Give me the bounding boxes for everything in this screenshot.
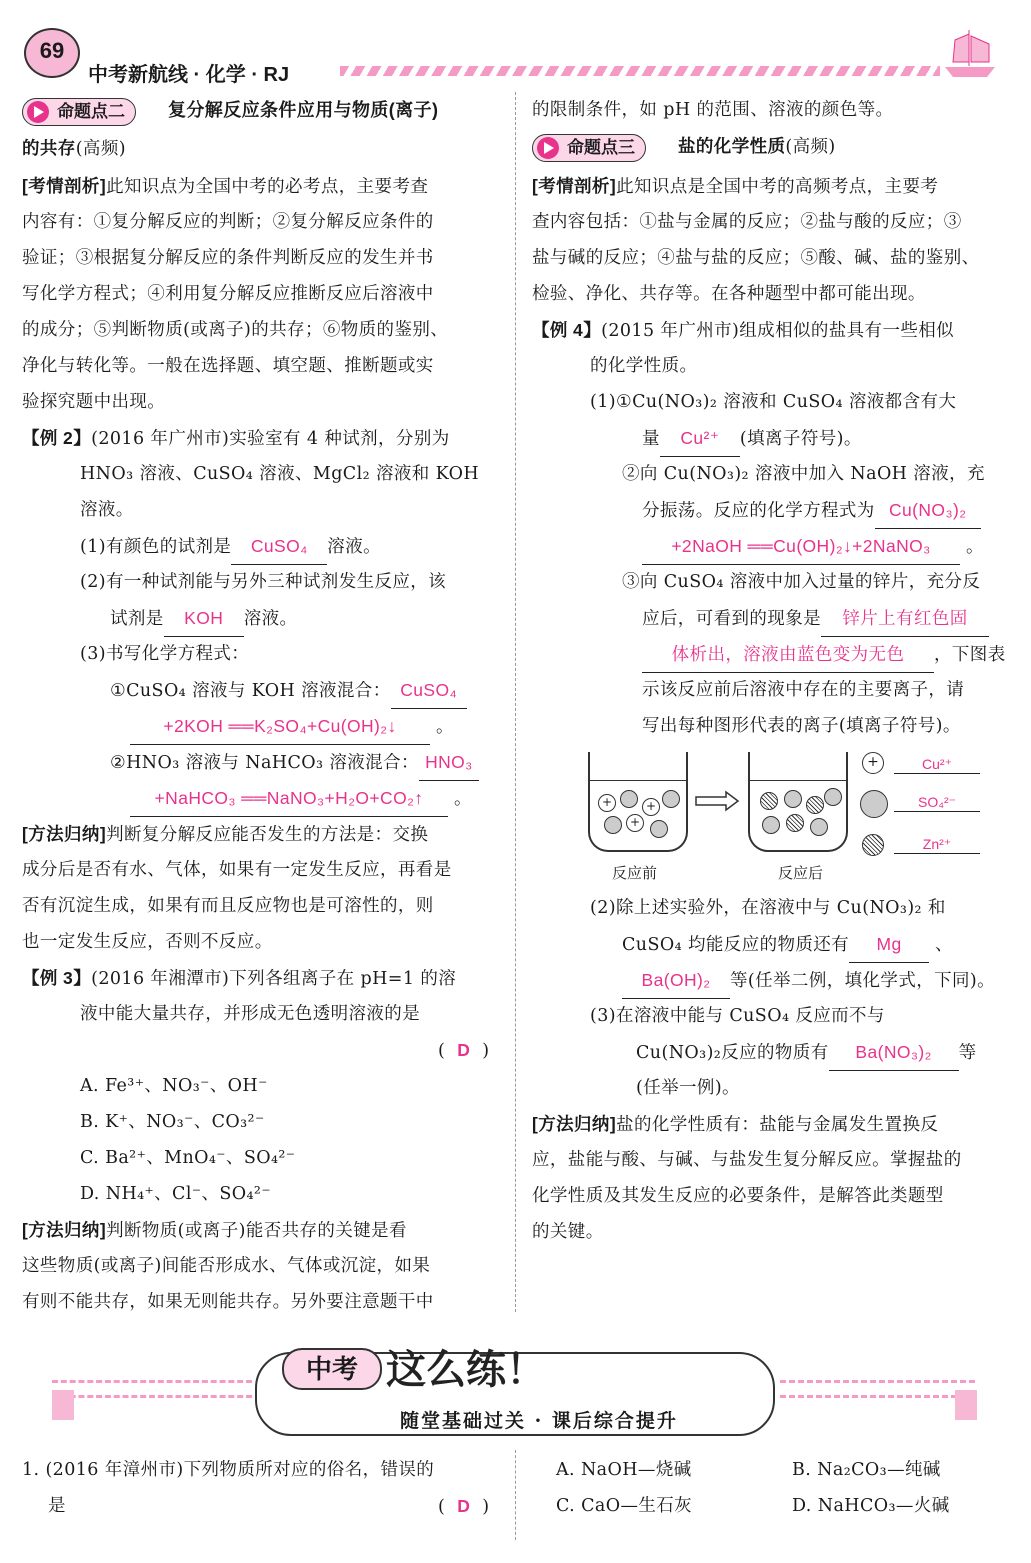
- banner-title-2: 这么练！: [386, 1346, 546, 1393]
- analysis-line: 查内容包括：①盐与金属的反应；②盐与酸的反应；③: [532, 212, 962, 232]
- column-divider: [515, 92, 516, 1312]
- answer-blank: CuSO₄: [391, 672, 467, 709]
- method-line: 成分后是否有水、气体，如果有一定发生反应，再看是: [22, 860, 452, 880]
- analysis-line: 的成分；⑤判断物质(或离子)的共存；⑥物质的鉴别、: [22, 320, 449, 340]
- answer-blank: Ba(NO₃)₂: [829, 1034, 959, 1071]
- legend-zn-icon: [862, 834, 884, 856]
- q1-text: (1)有颜色的试剂是: [80, 537, 232, 557]
- answer-blank: +2NaOH ══Cu(OH)₂↓+2NaNO₃: [642, 528, 960, 565]
- method-line: 的关键。: [532, 1222, 604, 1242]
- so4-ion-icon: [662, 790, 680, 808]
- topic2-title-cont: 的共存: [22, 138, 76, 158]
- q1-text: 溶液。: [327, 537, 381, 557]
- method-line: 否有沉淀生成，如果有而且反应物也是可溶性的，则: [22, 896, 434, 916]
- method2-line: 这些物质(或离子)间能否形成水、气体或沉淀，如果: [22, 1256, 431, 1276]
- example2-label: 【例 2】: [22, 428, 92, 448]
- method-label: [方法归纳]: [22, 824, 107, 844]
- q1-option-a: A. NaOH—烧碱: [556, 1460, 692, 1480]
- column-divider-bottom: [515, 1450, 516, 1540]
- analysis-label: [考情剖析]: [22, 176, 107, 196]
- q2-text: (2)有一种试剂能与另外三种试剂发生反应，该: [80, 572, 447, 592]
- topic2-title: 复分解反应条件应用与物质(离子): [168, 100, 439, 120]
- answer-blank: +NaHCO₃ ══NaNO₃+H₂O+CO₂↑: [130, 780, 448, 817]
- analysis-line: 写化学方程式；④利用复分解反应推断反应后溶液中: [22, 284, 434, 304]
- option-d: D. NH₄⁺、Cl⁻、SO₄²⁻: [80, 1184, 271, 1204]
- banner-ribbon-left: [52, 1390, 74, 1420]
- so4-ion-icon: [620, 790, 638, 808]
- answer-blank: Ba(OH)₂: [622, 962, 730, 999]
- option-b: B. K⁺、NO₃⁻、CO₃²⁻: [80, 1112, 265, 1132]
- example3-line: 液中能大量共存，并形成无色透明溶液的是: [80, 1004, 421, 1024]
- legend-cu-label: Cu²⁺: [922, 756, 952, 772]
- answer-blank: Cu(NO₃)₂: [875, 492, 981, 529]
- legend-so4-icon: [860, 790, 888, 818]
- question1-text: 是: [48, 1496, 66, 1516]
- q2-text: 溶液。: [243, 609, 298, 629]
- q1c-text: ③向 CuSO₄ 溶液中加入过量的锌片，充分反: [622, 572, 981, 592]
- so4-ion-icon: [824, 788, 842, 806]
- beaker-after: [748, 752, 848, 852]
- question1-answer: ( D ): [438, 1496, 490, 1517]
- q2-text: 试剂是: [110, 609, 164, 629]
- legend-so4-label: SO₄²⁻: [918, 794, 956, 810]
- q1-option-d: D. NaHCO₃—火碱: [792, 1496, 950, 1516]
- q1b-text: ②向 Cu(NO₃)₂ 溶液中加入 NaOH 溶液，充: [622, 464, 985, 484]
- cu-ion-icon: +: [642, 798, 660, 816]
- answer-blank: CuSO₄: [231, 528, 327, 565]
- q3-text: (3)书写化学方程式：: [80, 644, 250, 664]
- example3-answer: ( D ): [438, 1040, 490, 1061]
- option-a: A. Fe³⁺、NO₃⁻、OH⁻: [80, 1076, 268, 1096]
- so4-ion-icon: [762, 816, 780, 834]
- legend-zn-label: Zn²⁺: [922, 836, 952, 852]
- analysis-line: 内容有：①复分解反应的判断；②复分解反应条件的: [22, 212, 434, 232]
- method-line: 也一定发生反应，否则不反应。: [22, 932, 273, 952]
- header-stripes: [340, 66, 940, 76]
- q3-text: (任举一例)。: [636, 1078, 740, 1098]
- example3-line: (2016 年湘潭市)下列各组离子在 pH=1 的溶: [91, 969, 457, 989]
- figure-label-after: 反应后: [778, 864, 824, 882]
- legend-cu-icon: +: [862, 752, 884, 774]
- method2-line: 判断物质(或离子)能否共存的关键是看: [106, 1221, 407, 1241]
- option-c: C. Ba²⁺、MnO₄⁻、SO₄²⁻: [80, 1148, 296, 1168]
- q1-option-b: B. Na₂CO₃—纯碱: [792, 1460, 941, 1480]
- so4-ion-icon: [784, 790, 802, 808]
- q1c-text: 示该反应前后溶液中存在的主要离子，请: [642, 680, 965, 700]
- analysis-label: [考情剖析]: [532, 176, 617, 196]
- topic3-freq: (高频): [785, 137, 836, 157]
- example4-line: 的化学性质。: [590, 356, 698, 376]
- header-title: 中考新航线 · 化学 · RJ: [88, 64, 290, 86]
- question1-text: 1. (2016 年漳州市)下列物质所对应的俗名，错误的: [22, 1460, 435, 1480]
- answer-blank: Mg: [849, 926, 929, 963]
- zn-ion-icon: [786, 814, 804, 832]
- banner-subtitle: 随堂基础过关 · 课后综合提升: [400, 1410, 678, 1432]
- method2-label: [方法归纳]: [22, 1220, 107, 1240]
- answer-blank: KOH: [164, 600, 244, 637]
- zn-ion-icon: [760, 792, 778, 810]
- page-number: 69: [39, 38, 65, 63]
- q3a-text: ①CuSO₄ 溶液与 KOH 溶液混合：: [110, 681, 391, 701]
- answer-blank: 锌片上有红色固: [821, 600, 989, 637]
- topic2-tag: 命题点二: [22, 98, 136, 126]
- play-icon: [27, 101, 49, 123]
- method-line: 应，盐能与酸、与碱、与盐发生复分解反应。掌握盐的: [532, 1150, 962, 1170]
- q3b-text: ②HNO₃ 溶液与 NaHCO₃ 溶液混合：: [110, 753, 419, 773]
- answer-blank: Cu²⁺: [660, 420, 740, 457]
- analysis-line: 验探究题中出现。: [22, 392, 166, 412]
- ship-logo-icon: [935, 22, 1005, 82]
- q2-text: (2)除上述实验外，在溶液中与 Cu(NO₃)₂ 和: [590, 898, 946, 918]
- cu-ion-icon: +: [626, 814, 644, 832]
- banner-dash-left: [52, 1380, 252, 1398]
- analysis-line: 此知识点是全国中考的高频考点，主要考: [616, 177, 939, 197]
- beaker-before: [588, 752, 688, 852]
- so4-ion-icon: [650, 820, 668, 838]
- q3-text: (3)在溶液中能与 CuSO₄ 反应而不与: [590, 1006, 885, 1026]
- analysis-line: 验证；③根据复分解反应的条件判断反应的发生并书: [22, 248, 434, 268]
- example2-line: 溶液。: [80, 500, 134, 520]
- topic2-freq: (高频): [75, 139, 126, 159]
- banner-title-1: 中考: [282, 1348, 382, 1390]
- example2-line: HNO₃ 溶液、CuSO₄ 溶液、MgCl₂ 溶液和 KOH: [80, 464, 480, 484]
- analysis-line: 检验、净化、共存等。在各种题型中都可能出现。: [532, 284, 926, 304]
- banner-dash-right: [780, 1380, 975, 1398]
- example3-label: 【例 3】: [22, 968, 92, 988]
- zn-ion-icon: [806, 796, 824, 814]
- analysis-line: 净化与转化等。一般在选择题、填空题、推断题或实: [22, 356, 434, 376]
- topic3-tag: 命题点三: [532, 134, 646, 162]
- method-label: [方法归纳]: [532, 1114, 617, 1134]
- method-line: 盐的化学性质有：盐能与金属发生置换反: [616, 1115, 939, 1135]
- so4-ion-icon: [810, 818, 828, 836]
- q1c-text: 写出每种图形代表的离子(填离子符号)。: [642, 716, 961, 736]
- method2-line: 有则不能共存，如果无则能共存。另外要注意题干中: [22, 1292, 434, 1312]
- method-line: 判断复分解反应能否发生的方法是：交换: [106, 825, 429, 845]
- q1-option-c: C. CaO—生石灰: [556, 1496, 693, 1516]
- method-line: 化学性质及其发生反应的必要条件，是解答此类题型: [532, 1186, 944, 1206]
- banner-ribbon-right: [955, 1390, 977, 1420]
- so4-ion-icon: [604, 816, 622, 834]
- play-icon: [537, 137, 559, 159]
- arrow-right-icon: [694, 790, 740, 812]
- example4-line: (2015 年广州市)组成相似的盐具有一些相似: [601, 321, 955, 341]
- figure-label-before: 反应前: [612, 864, 658, 882]
- answer-blank: HNO₃: [419, 744, 479, 781]
- answer-blank: 体析出，溶液由蓝色变为无色: [642, 636, 934, 673]
- example4-label: 【例 4】: [532, 320, 602, 340]
- topic3-title: 盐的化学性质: [678, 136, 786, 156]
- answer-blank: +2KOH ══K₂SO₄+Cu(OH)₂↓: [130, 708, 430, 745]
- analysis-line: 盐与碱的反应；④盐与盐的反应；⑤酸、碱、盐的鉴别、: [532, 248, 980, 268]
- continued-line: 的限制条件，如 pH 的范围、溶液的颜色等。: [532, 100, 894, 120]
- cu-ion-icon: +: [598, 794, 616, 812]
- q1a-text: (1)①Cu(NO₃)₂ 溶液和 CuSO₄ 溶液都含有大: [590, 392, 957, 412]
- analysis-line: 此知识点为全国中考的必考点，主要考查: [106, 177, 429, 197]
- example2-line: (2016 年广州市)实验室有 4 种试剂，分别为: [91, 429, 450, 449]
